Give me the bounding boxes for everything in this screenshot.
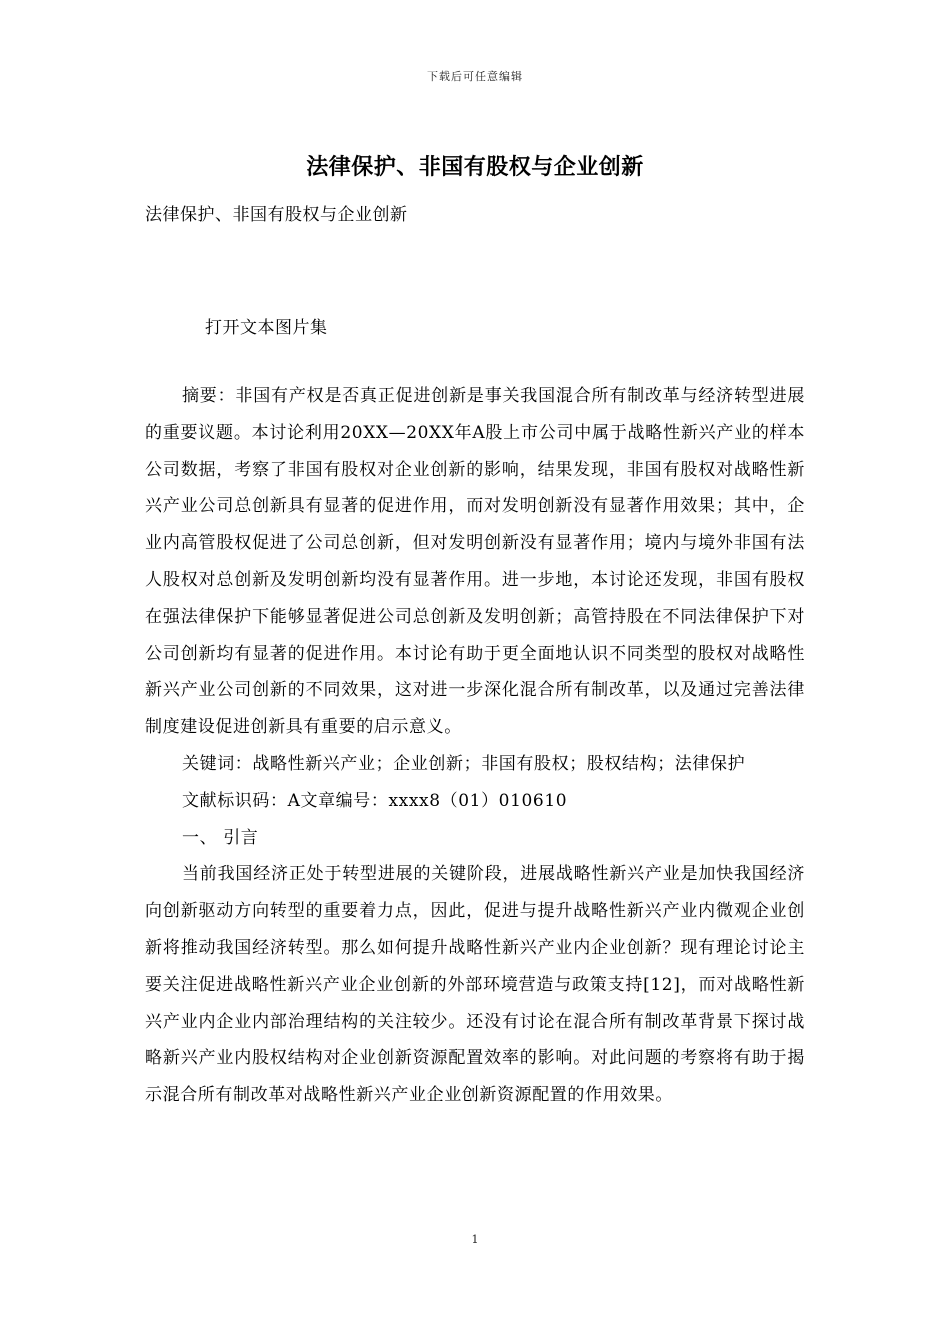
document-body (145, 378, 805, 1114)
introduction-paragraph: 当前我国经济正处于转型进展的关键阶段，进展战略性新兴产业是加快我国经济向创新驱动方向转型的重要着力点，因此，促进与提升战略性新兴产业内微观企业创新将推动我国经济转型。那么如何提升战略性新兴产业内企业创新？现有理论讨论主要关注促进战略性新兴产业企业创新的外部环境营造与政策支持[12]，而对战略性新兴产业内企业内部治理结构的关注较少。还没有讨论在混合所有制改革背景下探讨战略新兴产业内股权结构对企业创新资源配置效率的影响。对此问题的考察将有助于揭示混合所有制改革对战略性新兴产业企业创新资源配置的作用效果。 (145, 864, 805, 1106)
abstract-paragraph: 摘要：非国有产权是否真正促进创新是事关我国混合所有制改革与经济转型进展的重要议题。本讨论利用20XX—20XX年A股上市公司中属于战略性新兴产业的样本公司数据，考察了非国有股权对企业创新的影响，结果发现，非国有股权对战略性新兴产业公司总创新具有显著的促进作用，而对发明创新没有显著作用效果；其中，企业内高管股权促进了公司总创新，但对发明创新没有显著作用；境内与境外非国有法人股权对总创新及发明创新均没有显著作用。进一步地，本讨论还发现，非国有股权在强法律保护下能够显著促进公司总创新及发明创新；高管持股在不同法律保护下对公司创新均有显著的促进作用。本讨论有助于更全面地认识不同类型的股权对战略性新兴产业公司创新的不同效果，这对进一步深化混合所有制改革，以及通过完善法律制度建设促进创新具有重要的启示意义。 (145, 386, 805, 738)
keywords-line: 关键词：战略性新兴产业；企业创新；非国有股权；股权结构；法律保护 (182, 753, 746, 774)
open-image-set-link[interactable]: 打开文本图片集 (205, 318, 328, 338)
page-header: 下载后可任意编辑 (427, 70, 523, 83)
page-number: 1 (471, 1233, 479, 1246)
document-code-line: 文献标识码：A文章编号：xxxx8（01）010610 (182, 790, 568, 811)
document-title: 法律保护、非国有股权与企业创新 (306, 154, 644, 180)
section-heading-introduction: 一、 引言 (182, 827, 259, 848)
document-subtitle: 法律保护、非国有股权与企业创新 (145, 205, 408, 225)
